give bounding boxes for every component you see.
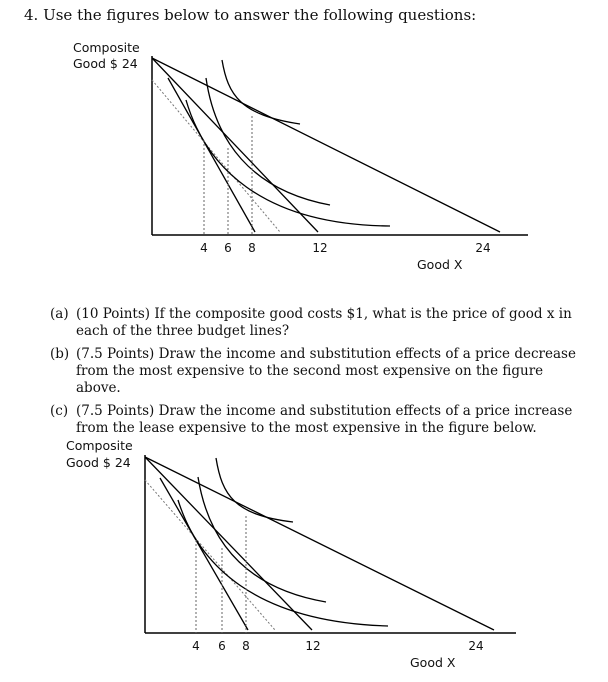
indifference-curve-mid [198,477,326,602]
x-tick-24: 24 [475,241,491,255]
compensated-budget-line [152,80,280,232]
x-axis-label: Good X [417,257,463,272]
compensated-budget-line [145,480,275,630]
budget-line-inner [168,78,255,232]
figure-top [0,0,608,280]
part-letter: (b) [50,346,70,362]
x-tick-6: 6 [218,639,226,653]
x-tick-4: 4 [200,241,208,255]
part-a [50,306,590,340]
x-tick-12: 12 [305,639,321,653]
budget-line-middle [145,457,312,630]
part-text: (10 Points) If the composite good costs $1, what is the price of good x in each of the three budget lines? [76,306,572,339]
question-title: 4. Use the figures below to answer the following questions: [24,6,477,24]
budget-line-middle [152,58,318,232]
x-axis-label: Good X [410,655,456,670]
y-axis-label-line1: Composite [73,40,140,55]
indifference-curve-high [222,60,300,124]
y-axis-label-line1: Composite [66,438,133,453]
x-tick-12: 12 [312,241,328,255]
x-tick-24: 24 [468,639,484,653]
part-text: (7.5 Points) Draw the income and substitution effects of a price increase from the lease expensive to the most expensive in the figure below. [76,403,573,436]
x-tick-4: 4 [192,639,200,653]
y-axis-label-line2: Good $ 24 [73,56,138,71]
part-letter: (a) [50,306,69,322]
y-axis-label-line2: Good $ 24 [66,455,131,470]
indifference-curve-mid [206,78,330,205]
part-letter: (c) [50,403,69,419]
figure-bottom [0,430,608,680]
part-b [50,346,590,397]
x-tick-6: 6 [224,241,232,255]
x-tick-8: 8 [248,241,256,255]
x-tick-8: 8 [242,639,250,653]
indifference-curve-high [216,458,293,522]
part-text: (7.5 Points) Draw the income and substitution effects of a price decrease from the most expensive to the second most expensive on the figure above. [76,346,576,396]
question-parts [50,306,590,443]
